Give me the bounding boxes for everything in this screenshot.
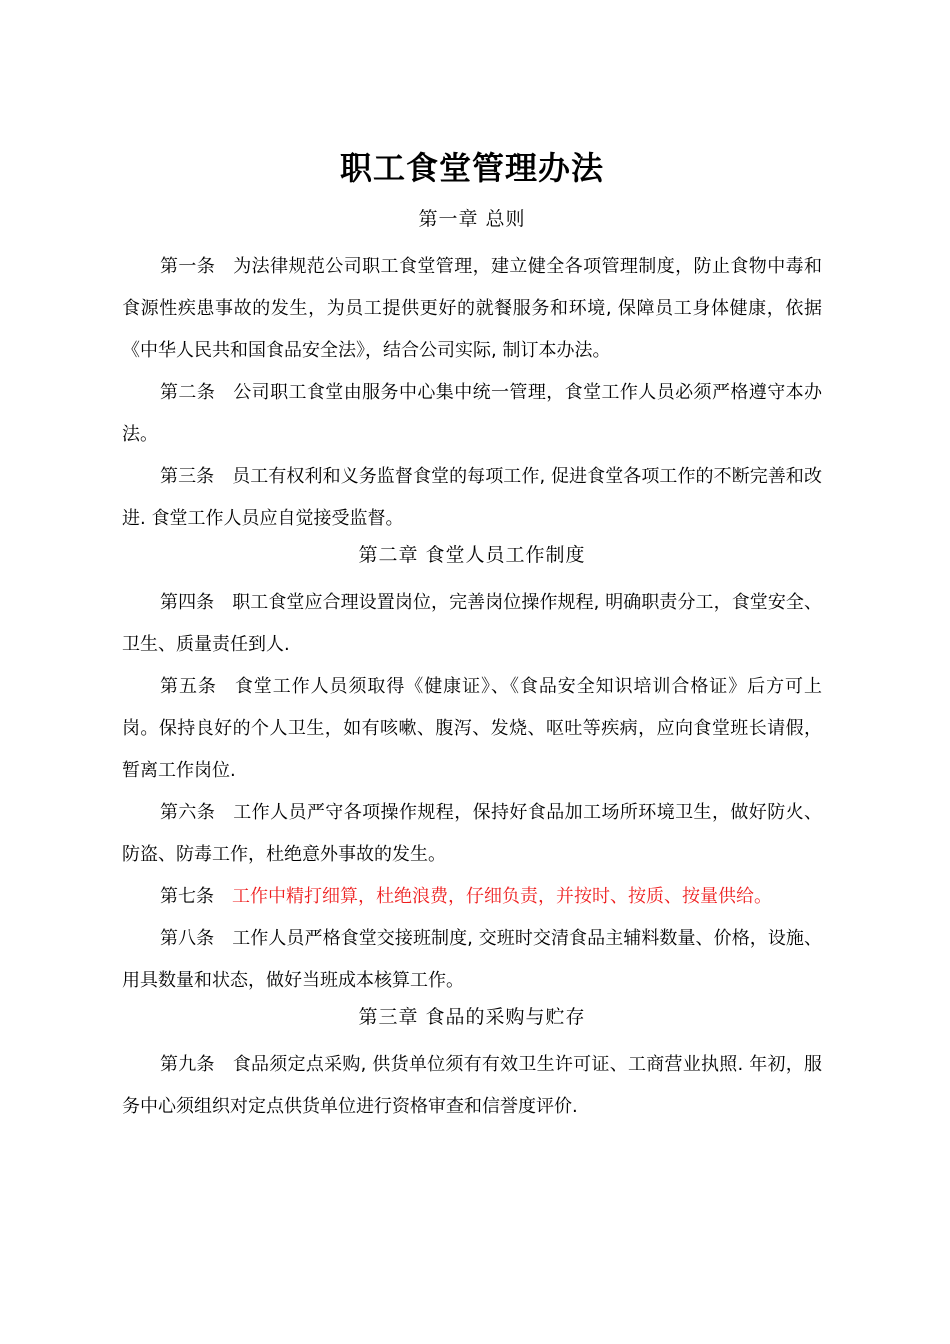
- article-number: 第二条: [160, 382, 216, 403]
- article-number: 第三条: [160, 466, 215, 487]
- article-number: 第九条: [160, 1054, 215, 1075]
- article-text: 工作人员严守各项操作规程，保持好食品加工场所环境卫生，做好防火、防盗、防毒工作，杜绝意外事故的发生。: [122, 802, 823, 865]
- article-text: 为法律规范公司职工食堂管理，建立健全各项管理制度，防止食物中毒和食源性疾患事故的发生，为员工提供更好的就餐服务和环境, 保障员工身体健康，依据《中华人民共和国食品安全法》，结合公司实际, 制订本办法。: [122, 256, 823, 361]
- article-number: 第八条: [160, 928, 215, 949]
- article-7: [122, 876, 822, 918]
- document-title: 职工食堂管理办法: [339, 149, 604, 187]
- article-text: 食品须定点采购, 供货单位须有有效卫生许可证、工商营业执照. 年初，服务中心须组织对定点供货单位进行资格审查和信誉度评价.: [122, 1054, 822, 1117]
- article-text: 职工食堂应合理设置岗位，完善岗位操作规程, 明确职责分工，食堂安全、卫生、质量责任到人.: [122, 592, 822, 655]
- chapter-heading: 第三章 食品的采购与贮存: [358, 1006, 586, 1028]
- article-number: 第五条: [160, 676, 217, 697]
- article-2: [122, 372, 822, 456]
- article-number: 第六条: [160, 802, 216, 823]
- chapter-heading: 第二章 食堂人员工作制度: [358, 544, 586, 566]
- chapter-heading: 第一章 总则: [418, 208, 526, 230]
- article-text-highlighted: 工作中精打细算，杜绝浪费，仔细负责，并按时、按质、按量供给。: [232, 886, 772, 907]
- article-number: 第七条: [160, 886, 214, 907]
- article-text: 食堂工作人员须取得《健康证》、《食品安全知识培训合格证》后方可上岗。保持良好的个人卫生，如有咳嗽、腹泻、发烧、呕吐等疾病，应向食堂班长请假，暂离工作岗位.: [122, 676, 823, 781]
- article-6: [122, 792, 822, 876]
- article-text: 公司职工食堂由服务中心集中统一管理，食堂工作人员必须严格遵守本办法。: [122, 382, 823, 445]
- article-8: [122, 918, 822, 1002]
- article-number: 第一条: [160, 256, 216, 277]
- article-5: [122, 666, 822, 792]
- article-number: 第四条: [160, 592, 215, 613]
- article-3: [122, 456, 822, 540]
- article-9: [122, 1044, 822, 1128]
- article-4: [122, 582, 822, 666]
- article-text: 工作人员严格食堂交接班制度, 交班时交清食品主辅料数量、价格，设施、用具数量和状态，做好当班成本核算工作。: [122, 928, 822, 991]
- article-text: 员工有权利和义务监督食堂的每项工作, 促进食堂各项工作的不断完善和改进. 食堂工作人员应自觉接受监督。: [122, 466, 822, 529]
- article-1: [122, 246, 822, 372]
